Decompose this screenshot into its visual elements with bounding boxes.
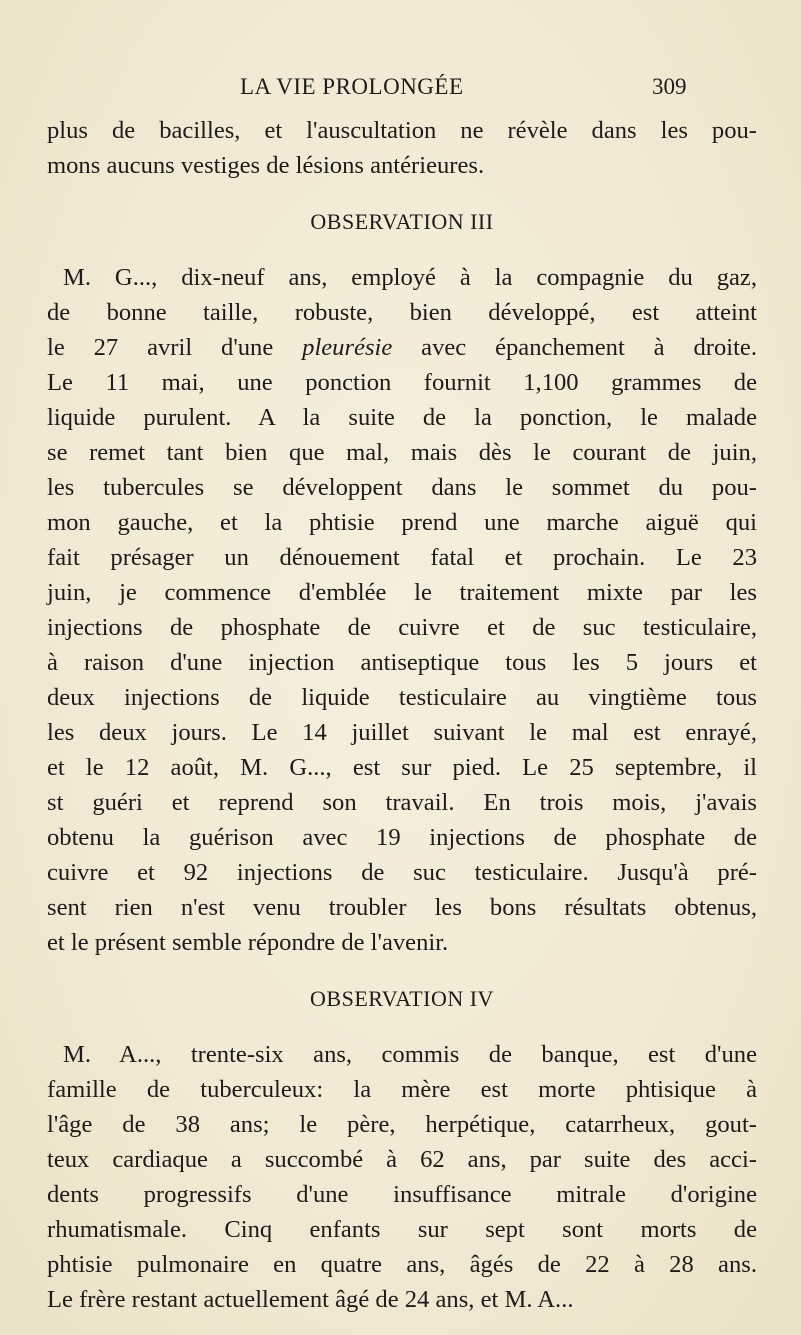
text-line: M. G..., dix-neuf ans, employé à la compagnie du gaz, — [63, 264, 757, 291]
text-segment: avec épanchement à droite. — [392, 334, 757, 361]
body-text — [47, 113, 757, 1317]
text-line: Le 11 mai, une ponction fournit 1,100 grammes de — [47, 369, 757, 396]
text-line: et le présent semble répondre de l'avenir. — [47, 929, 449, 956]
text-line: famille de tuberculeux: la mère est morte phtisique à — [47, 1076, 757, 1103]
text-line: deux injections de liquide testiculaire au vingtième tous — [47, 684, 757, 711]
text-line: à raison d'une injection antiseptique tous les 5 jours et — [47, 649, 757, 676]
text-line: cuivre et 92 injections de suc testiculaire. Jusqu'à pré- — [47, 859, 757, 886]
text-segment: le 27 avril d'une — [47, 334, 303, 361]
text-line: et le 12 août, M. G..., est sur pied. Le 25 septembre, il — [47, 754, 757, 781]
observation-heading: OBSERVATION IV — [310, 986, 494, 1011]
running-title: LA VIE PROLONGÉE — [240, 74, 464, 99]
text-line: st guéri et reprend son travail. En trois mois, j'avais — [47, 789, 757, 816]
text-line: mons aucuns vestiges de lésions antérieures. — [47, 152, 485, 179]
text-line: juin, je commence d'emblée le traitement mixte par les — [47, 579, 757, 606]
text-line: dents progressifs d'une insuffisance mitrale d'origine — [47, 1181, 757, 1208]
text-line: Le frère restant actuellement âgé de 24 ans, et M. A... — [47, 1286, 574, 1313]
text-line: M. A..., trente-six ans, commis de banque, est d'une — [63, 1041, 757, 1068]
text-line: liquide purulent. A la suite de la ponction, le malade — [47, 404, 757, 431]
text-line: l'âge de 38 ans; le père, herpétique, catarrheux, gout- — [47, 1111, 757, 1138]
italic-term: pleurésie — [302, 334, 393, 361]
text-line: de bonne taille, robuste, bien développé, est atteint — [47, 299, 757, 326]
text-line: phtisie pulmonaire en quatre ans, âgés de 22 à 28 ans. — [47, 1251, 757, 1278]
observation-heading: OBSERVATION III — [310, 209, 494, 234]
text-line: sent rien n'est venu troubler les bons résultats obtenus, — [47, 894, 757, 921]
text-line: injections de phosphate de cuivre et de suc testiculaire, — [47, 614, 757, 641]
text-line-with-italic — [47, 330, 757, 365]
page-number: 309 — [652, 74, 687, 99]
text-line: obtenu la guérison avec 19 injections de phosphate de — [47, 824, 757, 851]
text-line: teux cardiaque a succombé à 62 ans, par suite des acci- — [47, 1146, 757, 1173]
text-line: les tubercules se développent dans le sommet du pou- — [47, 474, 757, 501]
text-line: mon gauche, et la phtisie prend une marche aiguë qui — [47, 509, 757, 536]
text-line: plus de bacilles, et l'auscultation ne révèle dans les pou- — [47, 117, 757, 144]
text-line: les deux jours. Le 14 juillet suivant le mal est enrayé, — [47, 719, 757, 746]
page-header — [0, 74, 801, 104]
text-line: se remet tant bien que mal, mais dès le courant de juin, — [47, 439, 757, 466]
text-line: fait présager un dénouement fatal et prochain. Le 23 — [47, 544, 757, 571]
text-line: rhumatismale. Cinq enfants sur sept sont morts de — [47, 1216, 757, 1243]
